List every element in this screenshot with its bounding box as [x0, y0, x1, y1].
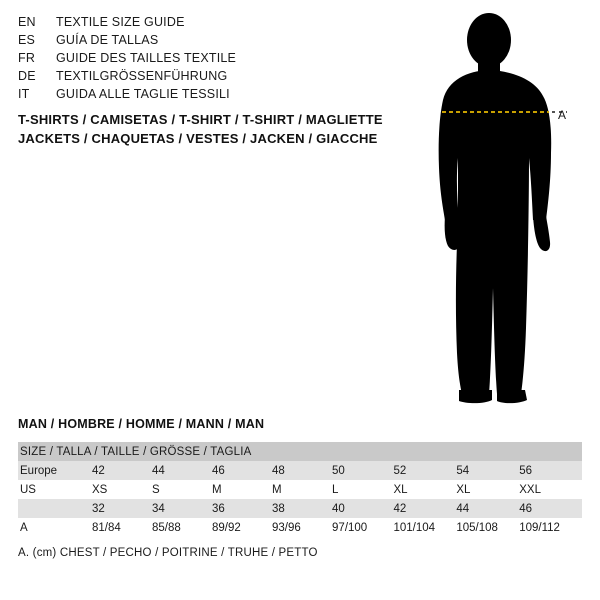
measure-label-a: A	[558, 108, 567, 122]
table-cell: 50	[332, 461, 393, 480]
language-title: GUIDA ALLE TAGLIE TESSILI	[56, 87, 230, 101]
row-label: A	[18, 518, 92, 537]
footnote-chest-measure: A. (cm) CHEST / PECHO / POITRINE / TRUHE / PETTO	[18, 547, 318, 559]
table-cell: M	[212, 480, 272, 499]
size-table	[18, 442, 582, 537]
table-cell: 97/100	[332, 518, 393, 537]
table-header-row	[18, 442, 582, 461]
table-cell: 42	[393, 499, 456, 518]
table-cell: XL	[393, 480, 456, 499]
language-title: GUIDE DES TAILLES TEXTILE	[56, 51, 237, 65]
row-label	[18, 499, 92, 518]
table-cell: L	[332, 480, 393, 499]
language-title: TEXTILE SIZE GUIDE	[56, 15, 185, 29]
table-header-label: SIZE / TALLA / TAILLE / GRÖSSE / TAGLIA	[18, 442, 582, 461]
language-code: FR	[18, 51, 36, 65]
table-cell: 101/104	[393, 518, 456, 537]
table-cell: 46	[519, 499, 582, 518]
male-silhouette-figure	[415, 8, 600, 408]
language-row-en	[18, 15, 378, 33]
table-cell: 42	[92, 461, 152, 480]
table-cell: 44	[456, 499, 519, 518]
table-cell: XL	[456, 480, 519, 499]
table-cell: 46	[212, 461, 272, 480]
table-cell: 105/108	[456, 518, 519, 537]
category-jackets: JACKETS / CHAQUETAS / VESTES / JACKEN / GIACCHE	[18, 131, 378, 146]
language-title: GUÍA DE TALLAS	[56, 33, 159, 47]
silhouette-icon	[415, 8, 600, 408]
language-code: ES	[18, 33, 36, 47]
table-cell: 81/84	[92, 518, 152, 537]
table-cell: S	[152, 480, 212, 499]
category-tshirts: T-SHIRTS / CAMISETAS / T-SHIRT / T-SHIRT / MAGLIETTE	[18, 112, 383, 127]
table-row	[18, 461, 582, 480]
table-cell: XS	[92, 480, 152, 499]
table-row	[18, 518, 582, 537]
table-cell: 38	[272, 499, 332, 518]
language-list	[18, 15, 378, 105]
language-row-es	[18, 33, 378, 51]
table-row	[18, 480, 582, 499]
table-cell: 36	[212, 499, 272, 518]
table-title-man: MAN / HOMBRE / HOMME / MANN / MAN	[18, 417, 265, 431]
garment-category-list	[18, 110, 438, 148]
table-cell: 32	[92, 499, 152, 518]
table-cell: 85/88	[152, 518, 212, 537]
language-code: IT	[18, 87, 30, 101]
table-cell: 89/92	[212, 518, 272, 537]
table-cell: M	[272, 480, 332, 499]
table-cell: 44	[152, 461, 212, 480]
table-cell: 54	[456, 461, 519, 480]
table-cell: 93/96	[272, 518, 332, 537]
table-cell: XXL	[519, 480, 582, 499]
language-code: EN	[18, 15, 36, 29]
table-cell: 56	[519, 461, 582, 480]
row-label: Europe	[18, 461, 92, 480]
language-row-fr	[18, 51, 378, 69]
language-row-it	[18, 87, 378, 105]
table-cell: 48	[272, 461, 332, 480]
table-cell: 34	[152, 499, 212, 518]
table-row	[18, 499, 582, 518]
table-cell: 52	[393, 461, 456, 480]
language-title: TEXTILGRÖSSENFÜHRUNG	[56, 69, 228, 83]
language-row-de	[18, 69, 378, 87]
table-cell: 40	[332, 499, 393, 518]
table-cell: 109/112	[519, 518, 582, 537]
row-label: US	[18, 480, 92, 499]
language-code: DE	[18, 69, 36, 83]
